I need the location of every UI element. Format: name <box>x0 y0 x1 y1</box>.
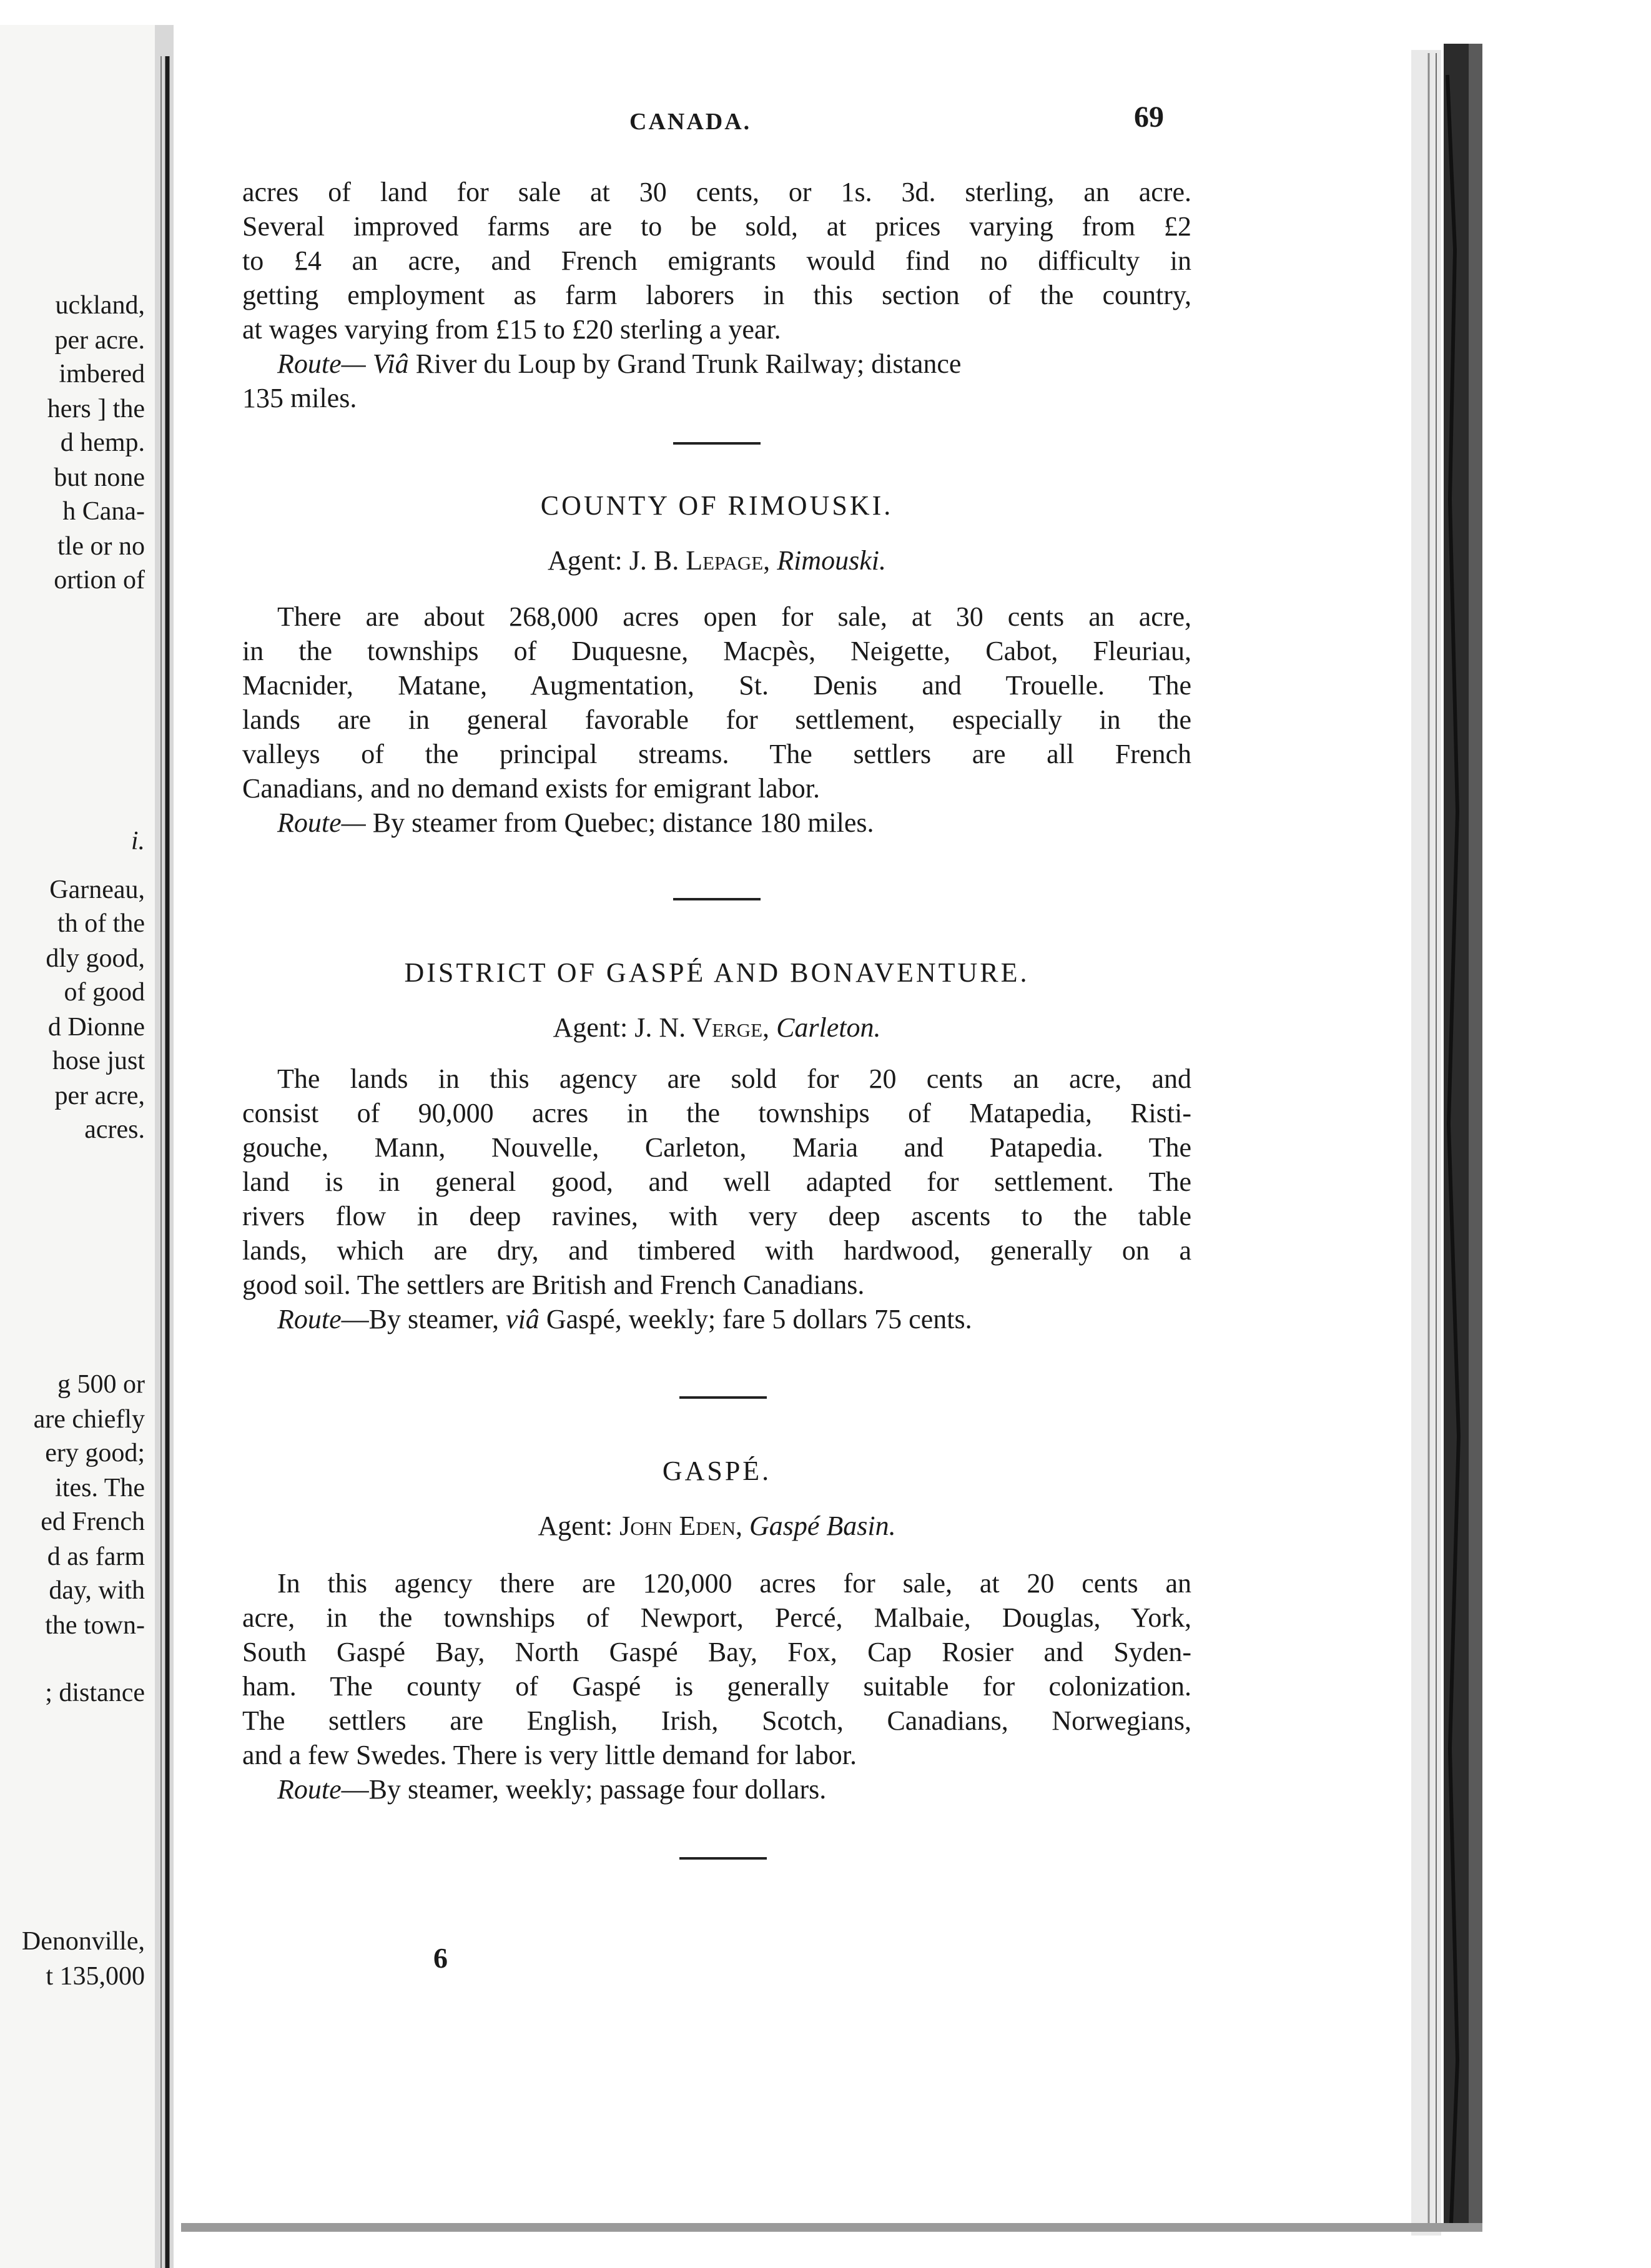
route-label: Route <box>277 1774 342 1805</box>
agent-place: Carleton. <box>776 1012 881 1043</box>
left-page-line: Garneau, <box>49 875 145 904</box>
text-line: in the townships of Duquesne, Macpès, Neigette, Cabot, Fleuriau, <box>242 636 1191 666</box>
route-pre: —By steamer, <box>341 1304 506 1334</box>
gaspe-bonaventure-paragraph <box>242 1062 1191 1096</box>
text-line: The settlers are English, Irish, Scotch, Canadians, Norwegians, <box>242 1705 1191 1736</box>
section-heading-gaspe: GASPÉ. <box>662 1456 772 1486</box>
route-line <box>242 806 1191 840</box>
left-page-line: ery good; <box>45 1439 145 1467</box>
left-page-line: ites. The <box>55 1474 145 1502</box>
text-line: In this agency there are 120,000 acres for sale, at 20 cents an <box>277 1568 1191 1599</box>
section-rule <box>679 1857 767 1860</box>
left-page-line: ed French <box>41 1507 145 1536</box>
agent-label: Agent: <box>538 1511 620 1541</box>
route-label: Route <box>277 1304 342 1334</box>
left-page-line: of good <box>64 978 145 1007</box>
agent-line-rimouski <box>242 543 1191 578</box>
gaspe-paragraph <box>242 1566 1191 1600</box>
text-line: gouche, Mann, Nouvelle, Carleton, Maria and Patapedia. The <box>242 1132 1191 1163</box>
agent-name: J. B. Lepage, <box>629 545 771 576</box>
section-heading-gaspe-bonaventure: DISTRICT OF GASPÉ AND BONAVENTURE. <box>404 957 1030 988</box>
left-page-line: hers ] the <box>47 395 145 423</box>
route-via: viâ <box>506 1304 540 1334</box>
route-text: River du Loup by Grand Trunk Railway; distance <box>408 348 962 379</box>
text-line: getting employment as farm laborers in this section of the country, <box>242 280 1191 310</box>
left-page-line: acres. <box>84 1115 145 1144</box>
agent-name: John Eden, <box>619 1511 742 1541</box>
route-line <box>242 347 1191 381</box>
gutter-shadow <box>155 0 174 2268</box>
text-line: consist of 90,000 acres in the townships of Matapedia, Risti- <box>242 1098 1191 1128</box>
left-page-line: per acre, <box>54 1082 145 1110</box>
left-page-line: th of the <box>57 909 145 938</box>
running-title: CANADA. <box>629 109 752 135</box>
text-line: Canadians, and no demand exists for emigrant labor. <box>242 773 820 804</box>
left-page-line: are chiefly <box>33 1405 145 1434</box>
left-page-line: hose just <box>52 1047 145 1075</box>
gaspe-paragraph-cont <box>242 1600 1191 1772</box>
text-line: rivers flow in deep ravines, with very deep ascents to the table <box>242 1201 1191 1231</box>
signature-mark: 6 <box>433 1942 448 1974</box>
left-page-line: d Dionne <box>47 1013 145 1042</box>
text-line: to £4 an acre, and French emigrants would find no difficulty in <box>242 245 1191 276</box>
agent-name: J. N. Verge, <box>634 1012 770 1043</box>
left-page-line: ; distance <box>45 1679 145 1707</box>
agent-label: Agent: <box>548 545 629 576</box>
left-page-line: i. <box>131 827 145 855</box>
agent-line-gaspe <box>242 1509 1191 1543</box>
gaspe-bonaventure-paragraph-cont <box>242 1096 1191 1302</box>
left-page-fragment <box>0 0 145 2268</box>
text-line: at wages varying from £15 to £20 sterling a year. <box>242 314 781 345</box>
route-label: Route— <box>277 348 366 379</box>
text-line: Several improved farms are to be sold, at prices varying from £2 <box>242 211 1191 242</box>
route-label: Route— <box>277 807 366 838</box>
left-page-line: uckland, <box>55 291 145 320</box>
route-text: —By steamer, weekly; passage four dollars. <box>341 1774 827 1805</box>
left-page-line: ortion of <box>54 566 145 594</box>
route-continuation <box>242 381 1191 415</box>
rimouski-paragraph <box>242 599 1191 634</box>
left-page-line: tle or no <box>57 532 145 561</box>
rimouski-paragraph-cont <box>242 634 1191 806</box>
left-page-line: but none <box>54 463 145 492</box>
text-line: acres of land for sale at 30 cents, or 1s. 3d. sterling, an acre. <box>242 177 1191 207</box>
left-page-line: h Cana- <box>62 497 145 526</box>
text-line: and a few Swedes. There is very little demand for labor. <box>242 1740 857 1770</box>
text-line: acre, in the townships of Newport, Percé, Malbaie, Douglas, York, <box>242 1602 1191 1633</box>
left-page-line: g 500 or <box>57 1370 145 1399</box>
left-page-line: d as farm <box>47 1542 145 1571</box>
text-line: lands are in general favorable for settlement, especially in the <box>242 704 1191 735</box>
intro-paragraph <box>242 175 1191 347</box>
section-rule <box>673 898 761 900</box>
left-page-line: dly good, <box>46 944 145 973</box>
rimouski-section <box>242 599 1191 840</box>
left-page-line: d hemp. <box>60 428 145 457</box>
left-page-line: per acre. <box>54 326 145 355</box>
agent-place: Gaspé Basin. <box>749 1511 896 1541</box>
text-line: lands, which are dry, and timbered with hardwood, generally on a <box>242 1235 1191 1266</box>
route-via: Viâ <box>372 348 409 379</box>
section-heading-rimouski: COUNTY OF RIMOUSKI. <box>540 490 894 521</box>
agent-place: Rimouski. <box>777 545 886 576</box>
text-line: land is in general good, and well adapted for settlement. The <box>242 1166 1191 1197</box>
text-line: ham. The county of Gaspé is generally suitable for colonization. <box>242 1671 1191 1702</box>
agent-line-gaspe-bonaventure <box>242 1010 1191 1045</box>
text-line: valleys of the principal streams. The settlers are all French <box>242 739 1191 769</box>
text-line: South Gaspé Bay, North Gaspé Bay, Fox, Cap Rosier and Syden- <box>242 1637 1191 1667</box>
text-line: 135 miles. <box>242 383 357 413</box>
left-page-line: day, with <box>49 1576 145 1605</box>
intro-section <box>242 175 1191 415</box>
left-page-line: imbered <box>59 360 145 388</box>
text-line: The lands in this agency are sold for 20 cents an acre, and <box>277 1063 1191 1094</box>
gaspe-bonaventure-section <box>242 1062 1191 1336</box>
left-page-line: t 135,000 <box>46 1962 145 1991</box>
page-number: 69 <box>1134 101 1164 134</box>
route-text: By steamer from Quebec; distance 180 miles. <box>365 807 874 838</box>
route-text: Gaspé, weekly; fare 5 dollars 75 cents. <box>539 1304 972 1334</box>
section-rule <box>673 442 761 445</box>
text-line: good soil. The settlers are British and French Canadians. <box>242 1270 865 1300</box>
section-rule <box>679 1396 767 1399</box>
gaspe-section <box>242 1566 1191 1807</box>
text-line: There are about 268,000 acres open for sale, at 30 cents an acre, <box>277 601 1191 632</box>
left-page-line: the town- <box>45 1611 145 1640</box>
text-line: Macnider, Matane, Augmentation, St. Denis and Trouelle. The <box>242 670 1191 701</box>
left-page-line: Denonville, <box>21 1927 145 1956</box>
route-line <box>242 1772 1191 1807</box>
running-header <box>242 101 1191 149</box>
agent-label: Agent: <box>553 1012 635 1043</box>
route-line <box>242 1302 1191 1336</box>
